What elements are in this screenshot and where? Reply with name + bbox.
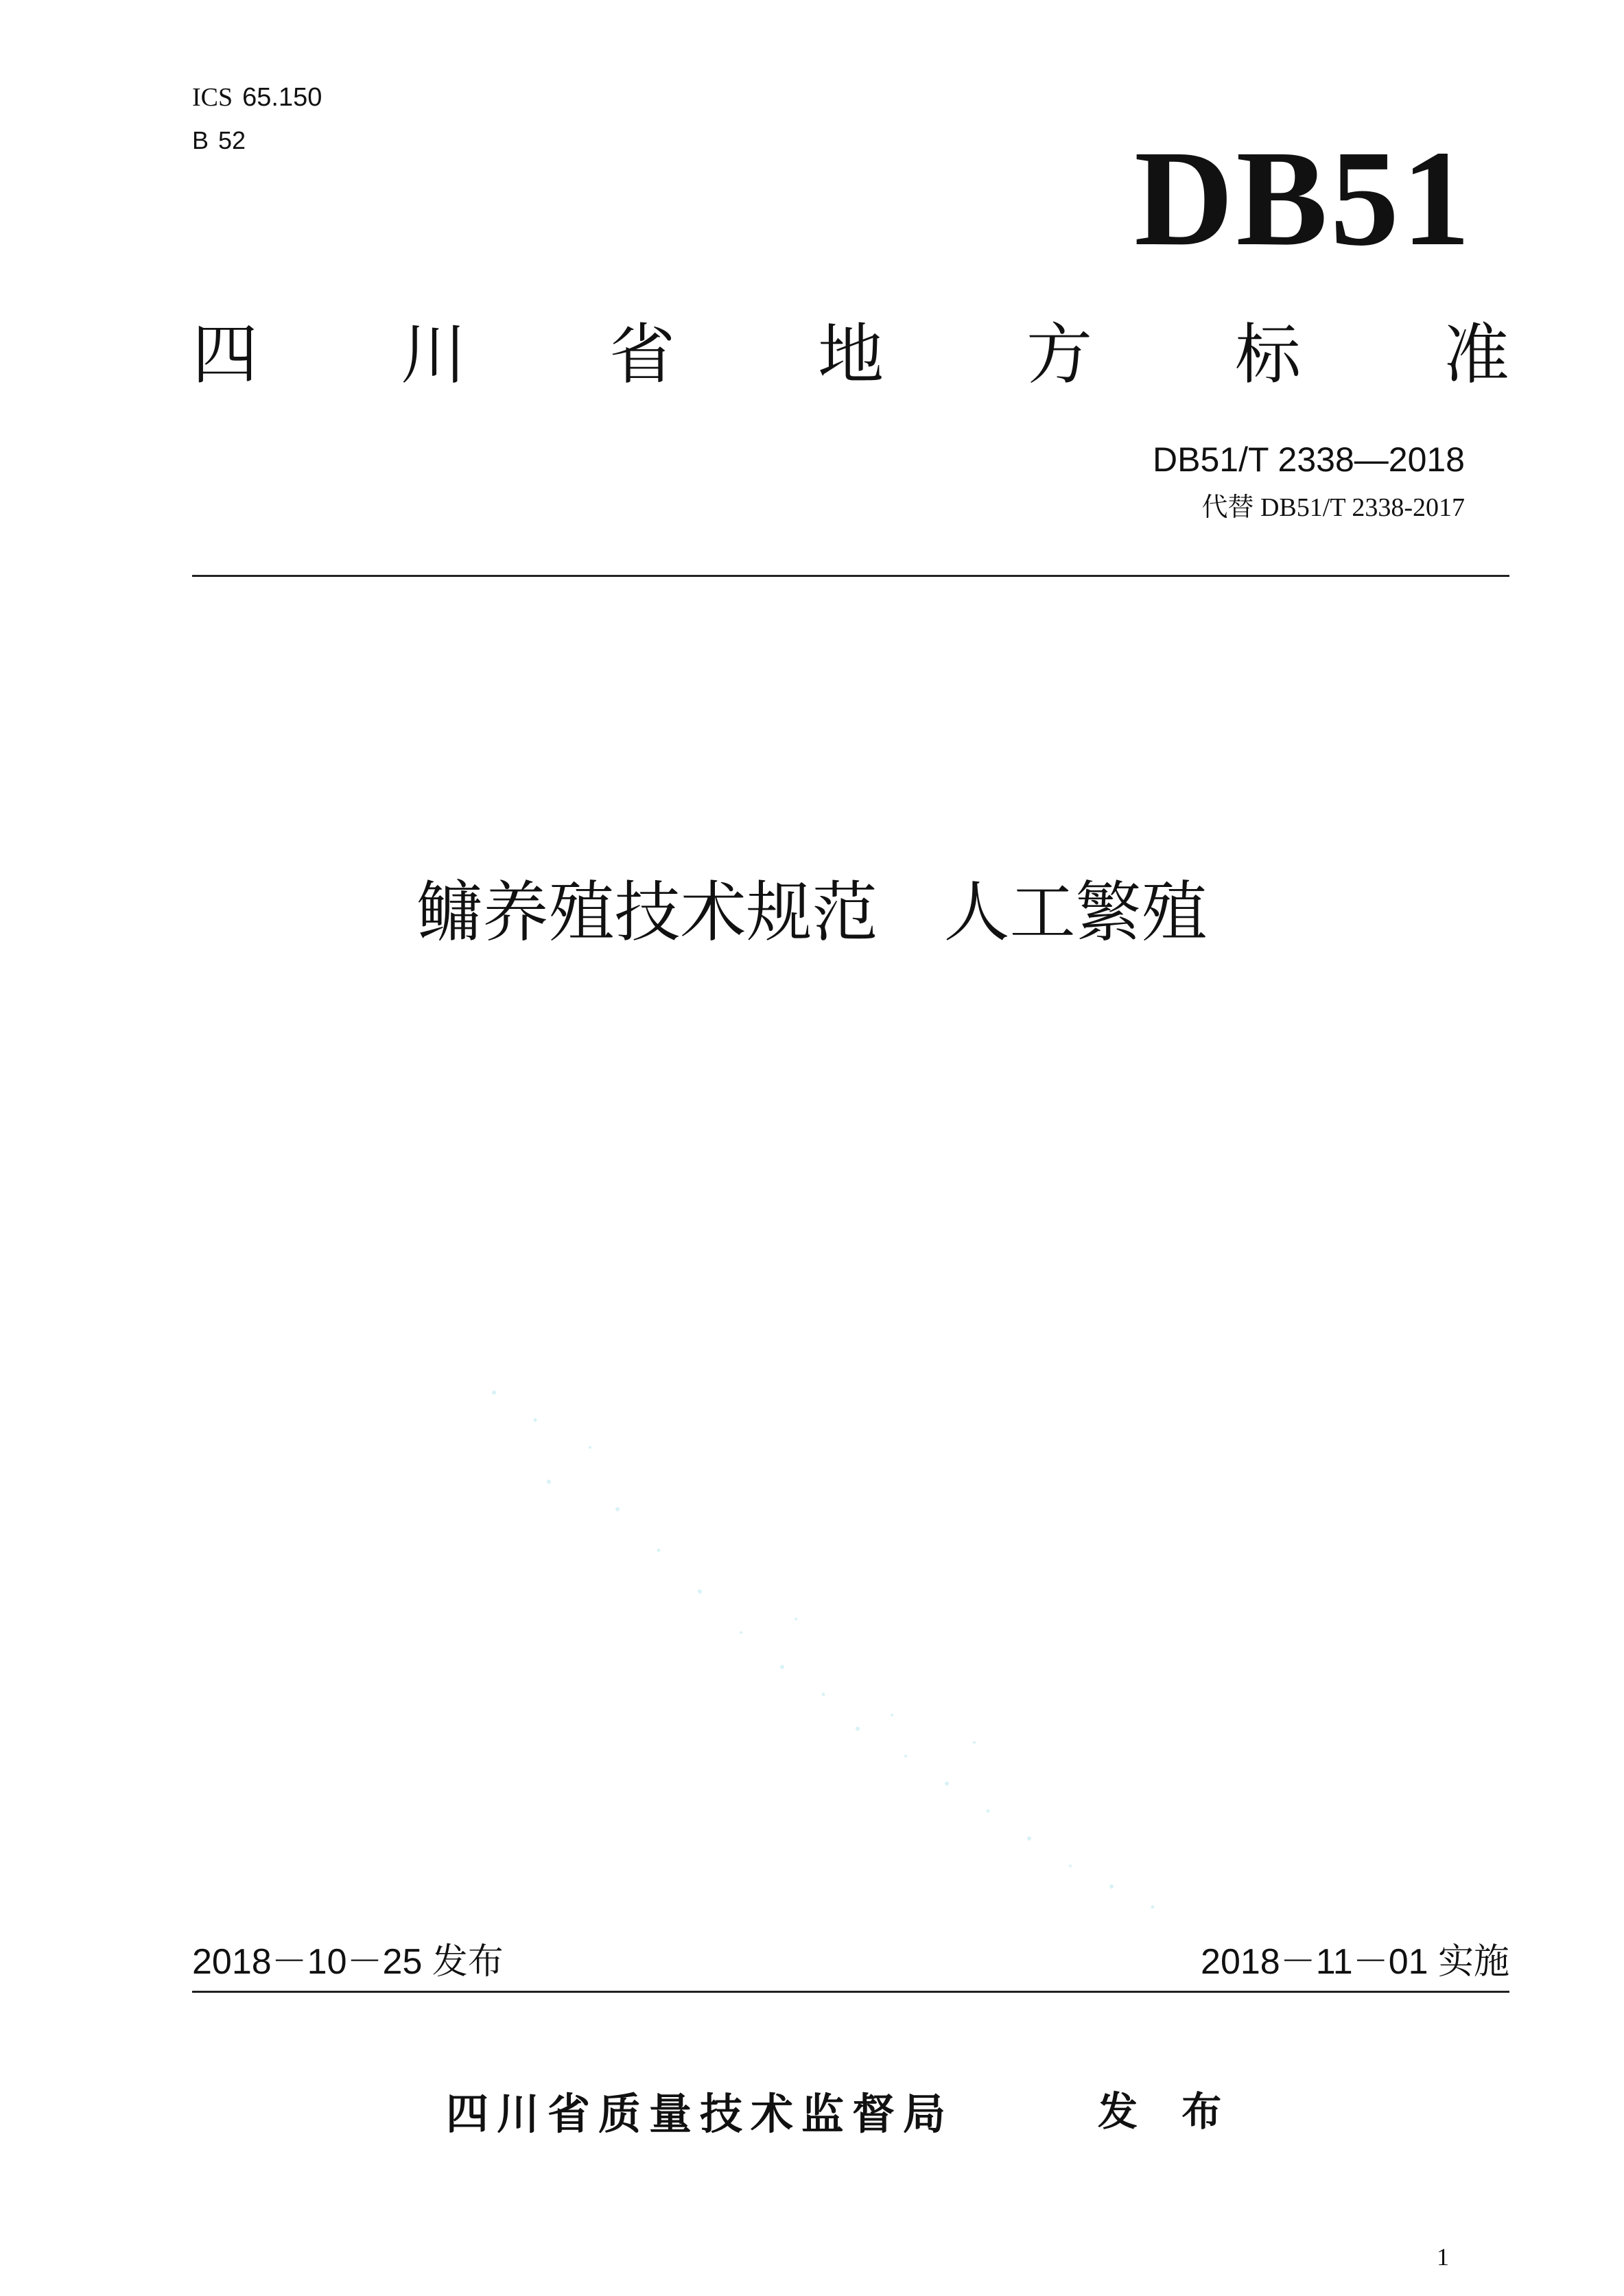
ccs-label: B [192,126,209,154]
issue-label: 发 布 [1098,2088,1237,2135]
ics-code [192,81,322,114]
category-char: 标 [1235,316,1301,393]
standard-category-heading [192,317,1509,392]
category-char: 川 [401,316,467,393]
issue-date: 2018－10－25 发布 [192,1942,504,1982]
page-number: 1 [1437,2243,1449,2271]
category-char: 方 [1026,316,1092,393]
issuing-authority: 四川省质量技术监督局 [446,2089,954,2139]
standard-number: DB51/T 2338—2018 [1153,440,1465,479]
faint-watermark [412,1372,1304,1921]
category-char: 四 [192,316,258,393]
header-divider [192,575,1509,577]
replaces-standard: 代替 DB51/T 2338-2017 [1201,493,1465,522]
category-char: 地 [818,316,884,393]
category-char: 准 [1444,316,1509,393]
implementation-date: 2018－11－01 实施 [1201,1942,1509,1982]
category-char: 省 [609,316,675,393]
footer-divider [192,1991,1509,1993]
ccs-code [192,125,246,156]
db-mark: DB51 [1134,123,1473,274]
ics-label: ICS [192,83,233,112]
ics-value: 65.150 [242,83,322,112]
ccs-value: 52 [218,126,246,154]
document-title: 鳙养殖技术规范 人工繁殖 [416,874,1208,951]
